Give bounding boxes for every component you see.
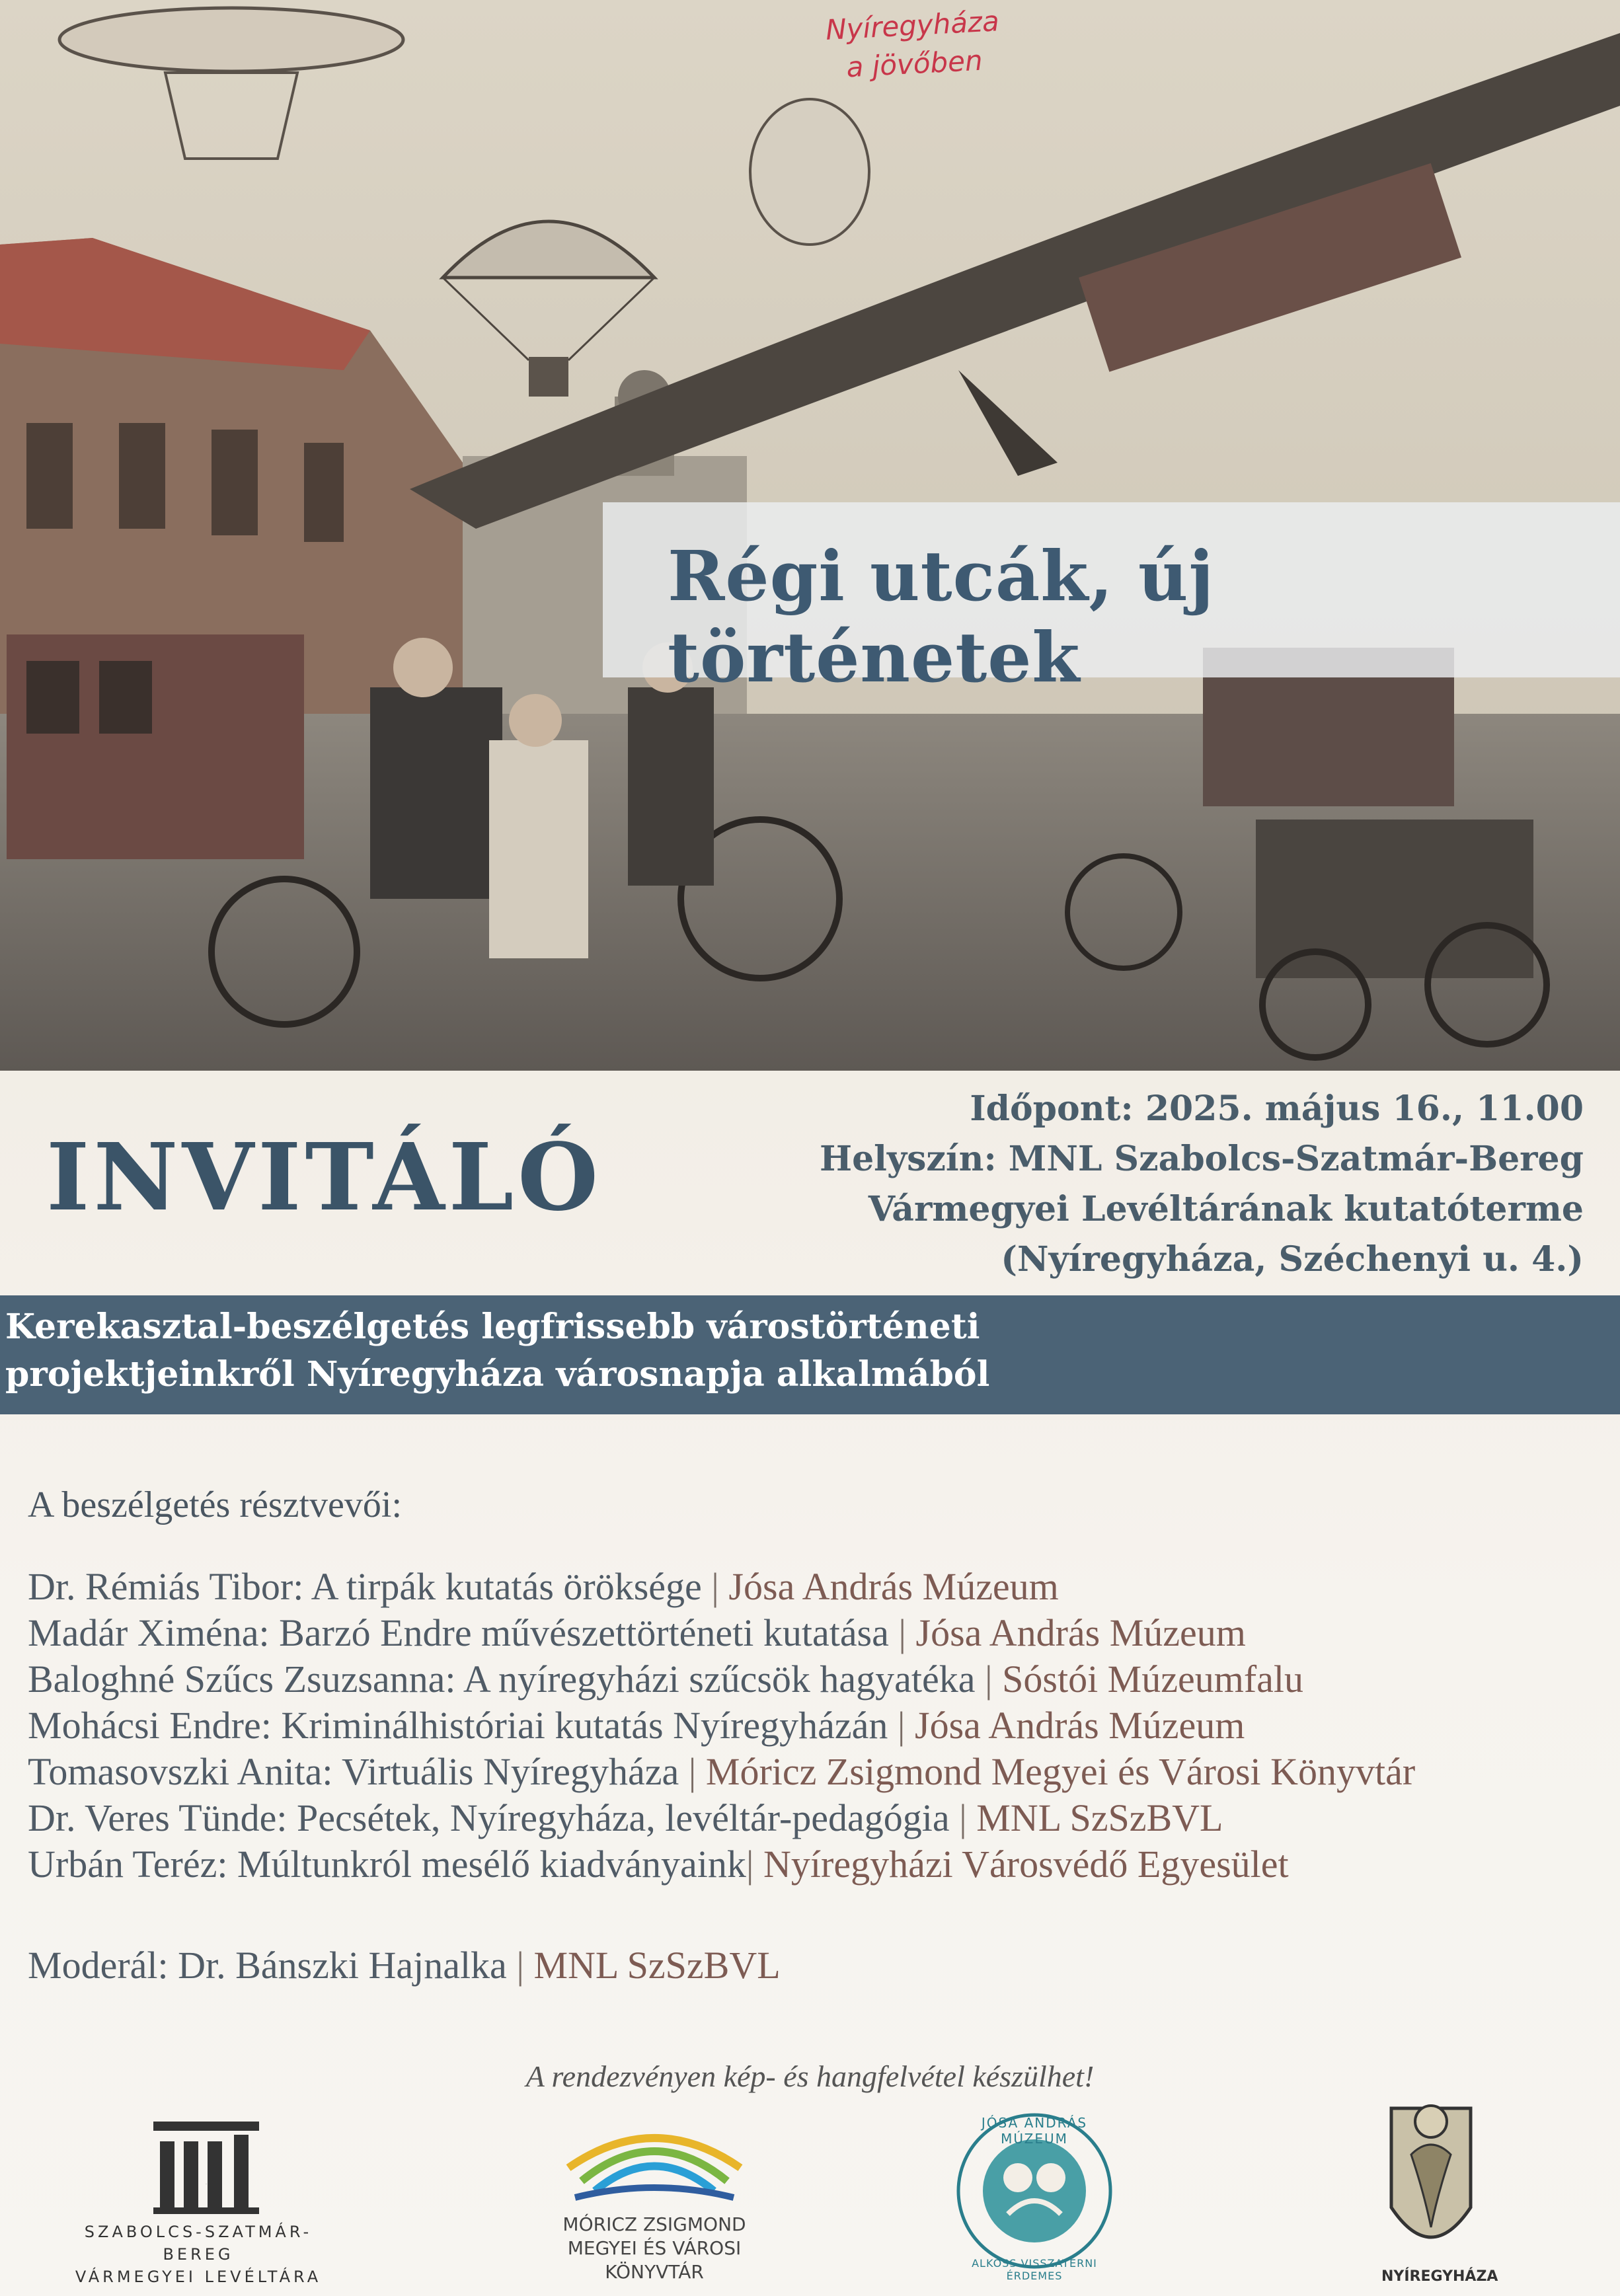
participant-name: Mohácsi Endre: Kriminálhistóriai kutatás Nyíregyházán bbox=[28, 1704, 888, 1747]
participant-org: Sóstói Múzeumfalu bbox=[1002, 1658, 1304, 1701]
museum-logo-text-bottom: ALKOSS VISSZATÉRNI ÉRDEMES bbox=[972, 2257, 1097, 2282]
event-details bbox=[658, 1084, 1584, 1285]
list-item bbox=[28, 1795, 1601, 1841]
list-item bbox=[28, 1841, 1601, 1888]
participant-name: Baloghné Szűcs Zsuzsanna: A nyíregyházi szűcsök hagyatéka bbox=[28, 1658, 976, 1701]
participant-name: Dr. Rémiás Tibor: A tirpák kutatás öröksége bbox=[28, 1565, 702, 1608]
subtitle-line1: Kerekasztal-beszélgetés legfrissebb várostörténeti bbox=[5, 1307, 980, 1347]
library-logo-text bbox=[502, 2213, 806, 2284]
invite-heading: INVITÁLÓ bbox=[46, 1124, 603, 1232]
moderator-line bbox=[28, 1943, 781, 1987]
participant-org: Jósa András Múzeum bbox=[915, 1704, 1245, 1747]
separator: | bbox=[746, 1843, 764, 1886]
separator: | bbox=[949, 1796, 977, 1839]
participant-name: Dr. Veres Tünde: Pecsétek, Nyíregyháza, levéltár-pedagógia bbox=[28, 1796, 950, 1839]
moderator-name: Moderál: Dr. Bánszki Hajnalka bbox=[28, 1944, 507, 1987]
museum-logo-text-top: JÓSA ANDRÁS MÚZEUM bbox=[981, 2115, 1088, 2147]
mnl-logo-icon bbox=[153, 2122, 259, 2214]
event-title: Régi utcák, új történetek bbox=[668, 535, 1215, 698]
list-item bbox=[28, 1564, 1601, 1610]
postcard-caption bbox=[812, 1, 1015, 89]
postcard-caption-line2: a jövőben bbox=[845, 44, 984, 84]
place-line1: Helyszín: MNL Szabolcs-Szatmár-Bereg bbox=[819, 1139, 1584, 1179]
separator: | bbox=[506, 1944, 534, 1987]
participant-org: Móricz Zsigmond Megyei és Városi Könyvtár bbox=[705, 1750, 1416, 1793]
participant-org: Jósa András Múzeum bbox=[728, 1565, 1059, 1608]
postcard-caption-line1: Nyíregyháza bbox=[824, 5, 1000, 46]
separator: | bbox=[701, 1565, 729, 1608]
library-line2: MEGYEI ÉS VÁROSI bbox=[567, 2237, 742, 2259]
library-line3: KÖNYVTÁR bbox=[605, 2261, 704, 2283]
time-line: Időpont: 2025. május 16., 11.00 bbox=[970, 1089, 1584, 1129]
participants-list bbox=[28, 1564, 1601, 1888]
participant-org: MNL SzSzBVL bbox=[976, 1796, 1223, 1839]
separator: | bbox=[975, 1658, 1003, 1701]
hot-air-balloon bbox=[750, 99, 869, 245]
mnl-line2: VÁRMEGYEI LEVÉLTÁRA bbox=[75, 2268, 322, 2286]
separator: | bbox=[888, 1704, 915, 1747]
separator: | bbox=[888, 1611, 916, 1654]
participant-org: Nyíregyházi Városvédő Egyesület bbox=[763, 1843, 1289, 1886]
participants-heading: A beszélgetés résztvevői: bbox=[28, 1484, 403, 1525]
list-item bbox=[28, 1610, 1601, 1656]
list-item bbox=[28, 1703, 1601, 1749]
city-coat-of-arms-text: NYÍREGYHÁZA bbox=[1381, 2268, 1498, 2285]
library-line1: MÓRICZ ZSIGMOND bbox=[562, 2213, 746, 2235]
place-line3: (Nyíregyháza, Széchenyi u. 4.) bbox=[1001, 1239, 1584, 1280]
participant-name: Madár Xiména: Barzó Endre művészettörténeti kutatása bbox=[28, 1611, 889, 1654]
recording-notice: A rendezvényen kép- és hangfelvétel készülhet! bbox=[525, 2059, 1095, 2093]
list-item bbox=[28, 1749, 1601, 1795]
subtitle-line2: projektjeinkről Nyíregyháza városnapja alkalmából bbox=[5, 1354, 990, 1395]
mnl-line1: SZABOLCS-SZATMÁR-BEREG bbox=[84, 2223, 313, 2264]
participant-name: Urbán Teréz: Múltunkról mesélő kiadványaink bbox=[28, 1843, 746, 1886]
list-item bbox=[28, 1656, 1601, 1703]
library-book-icon bbox=[555, 2115, 753, 2207]
separator: | bbox=[679, 1750, 706, 1793]
vintage-postcard-image bbox=[0, 0, 1620, 1071]
moderator-org: MNL SzSzBVL bbox=[533, 1944, 781, 1987]
participant-org: Jósa András Múzeum bbox=[915, 1611, 1246, 1654]
mnl-logo-text bbox=[53, 2221, 344, 2288]
subtitle-text bbox=[5, 1303, 1592, 1398]
participant-name: Tomasovszki Anita: Virtuális Nyíregyháza bbox=[28, 1750, 679, 1793]
place-line2: Vármegyei Levéltárának kutatóterme bbox=[868, 1189, 1584, 1229]
mnl-logo-lettering: mnl bbox=[206, 2184, 207, 2185]
city-coat-of-arms-icon bbox=[1378, 2095, 1484, 2274]
